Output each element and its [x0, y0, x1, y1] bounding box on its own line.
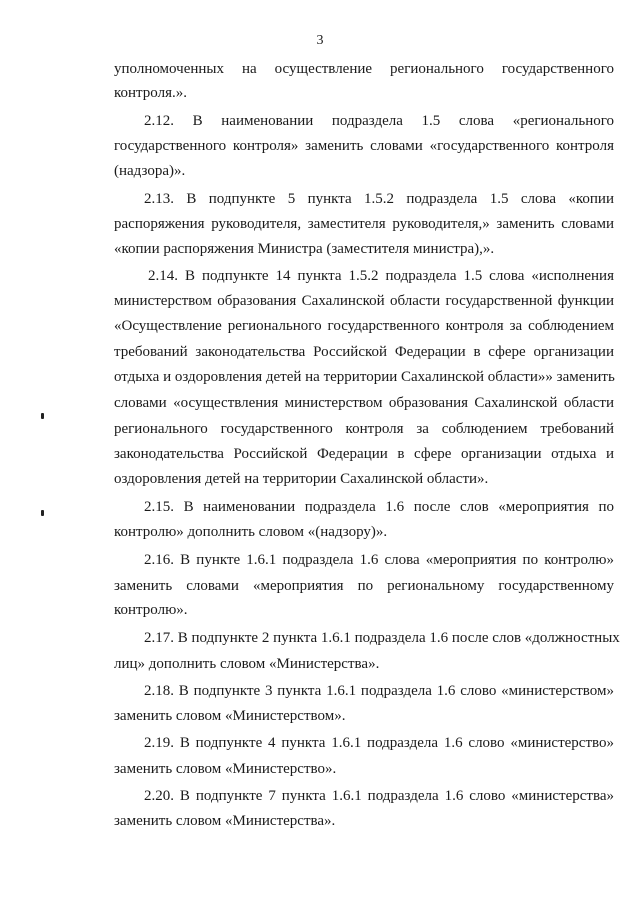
text-line: заменить словом «Министерством».: [114, 708, 346, 724]
text-line: лиц» дополнить словом «Министерства».: [114, 656, 380, 672]
text-line: контролю».: [114, 602, 188, 618]
text-line: отдыха и оздоровления детей на территории Сахалинской области»» заменить: [114, 369, 615, 385]
scan-mark: [41, 413, 44, 419]
text-line: (надзора)».: [114, 163, 186, 179]
text-line: министерством образования Сахалинской области государственной функции: [114, 293, 614, 309]
text-line: уполномоченных на осуществление регионального государственного: [114, 61, 614, 77]
text-line: 2.16. В пункте 1.6.1 подраздела 1.6 слова «мероприятия по контролю»: [144, 552, 614, 568]
text-line: «Осуществление регионального государственного контроля за соблюдением: [114, 318, 614, 334]
text-line: 2.20. В подпункте 7 пункта 1.6.1 подраздела 1.6 слово «министерства»: [144, 788, 614, 804]
text-line: заменить словом «Министерство».: [114, 761, 337, 777]
text-line: заменить словами «мероприятия по региональному государственному: [114, 578, 614, 594]
scan-mark: [41, 510, 44, 516]
text-line: 2.12. В наименовании подраздела 1.5 слова «регионального: [144, 113, 614, 129]
text-line: требований законодательства Российской Федерации в сфере организации: [114, 344, 614, 360]
text-line: оздоровления детей на территории Сахалинской области».: [114, 471, 489, 487]
text-line: контролю» дополнить словом «(надзору)».: [114, 524, 388, 540]
text-line: 2.18. В подпункте 3 пункта 1.6.1 подраздела 1.6 слово «министерством»: [144, 683, 614, 699]
text-line: 2.13. В подпункте 5 пункта 1.5.2 подраздела 1.5 слова «копии: [144, 191, 614, 207]
text-line: государственного контроля» заменить словами «государственного контроля: [114, 138, 614, 154]
text-line: 2.15. В наименовании подраздела 1.6 после слов «мероприятия по: [144, 499, 614, 515]
text-line: контроля.».: [114, 85, 187, 101]
text-line: заменить словом «Министерства».: [114, 813, 336, 829]
text-line: 2.17. В подпункте 2 пункта 1.6.1 подраздела 1.6 после слов «должностных: [144, 630, 620, 646]
text-line: законодательства Российской Федерации в сфере организации отдыха и: [114, 446, 614, 462]
page-number: 3: [316, 33, 324, 48]
text-line: словами «осуществления министерством образования Сахалинской области: [114, 395, 614, 411]
text-line: 2.19. В подпункте 4 пункта 1.6.1 подраздела 1.6 слово «министерство»: [144, 735, 614, 751]
text-line: «копии распоряжения Министра (заместителя министра),».: [114, 241, 495, 257]
text-line: 2.14. В подпункте 14 пункта 1.5.2 подраздела 1.5 слова «исполнения: [148, 268, 614, 284]
text-line: распоряжения руководителя, заместителя руководителя,» заменить словами: [114, 216, 614, 232]
text-line: регионального государственного контроля за соблюдением требований: [114, 421, 614, 437]
